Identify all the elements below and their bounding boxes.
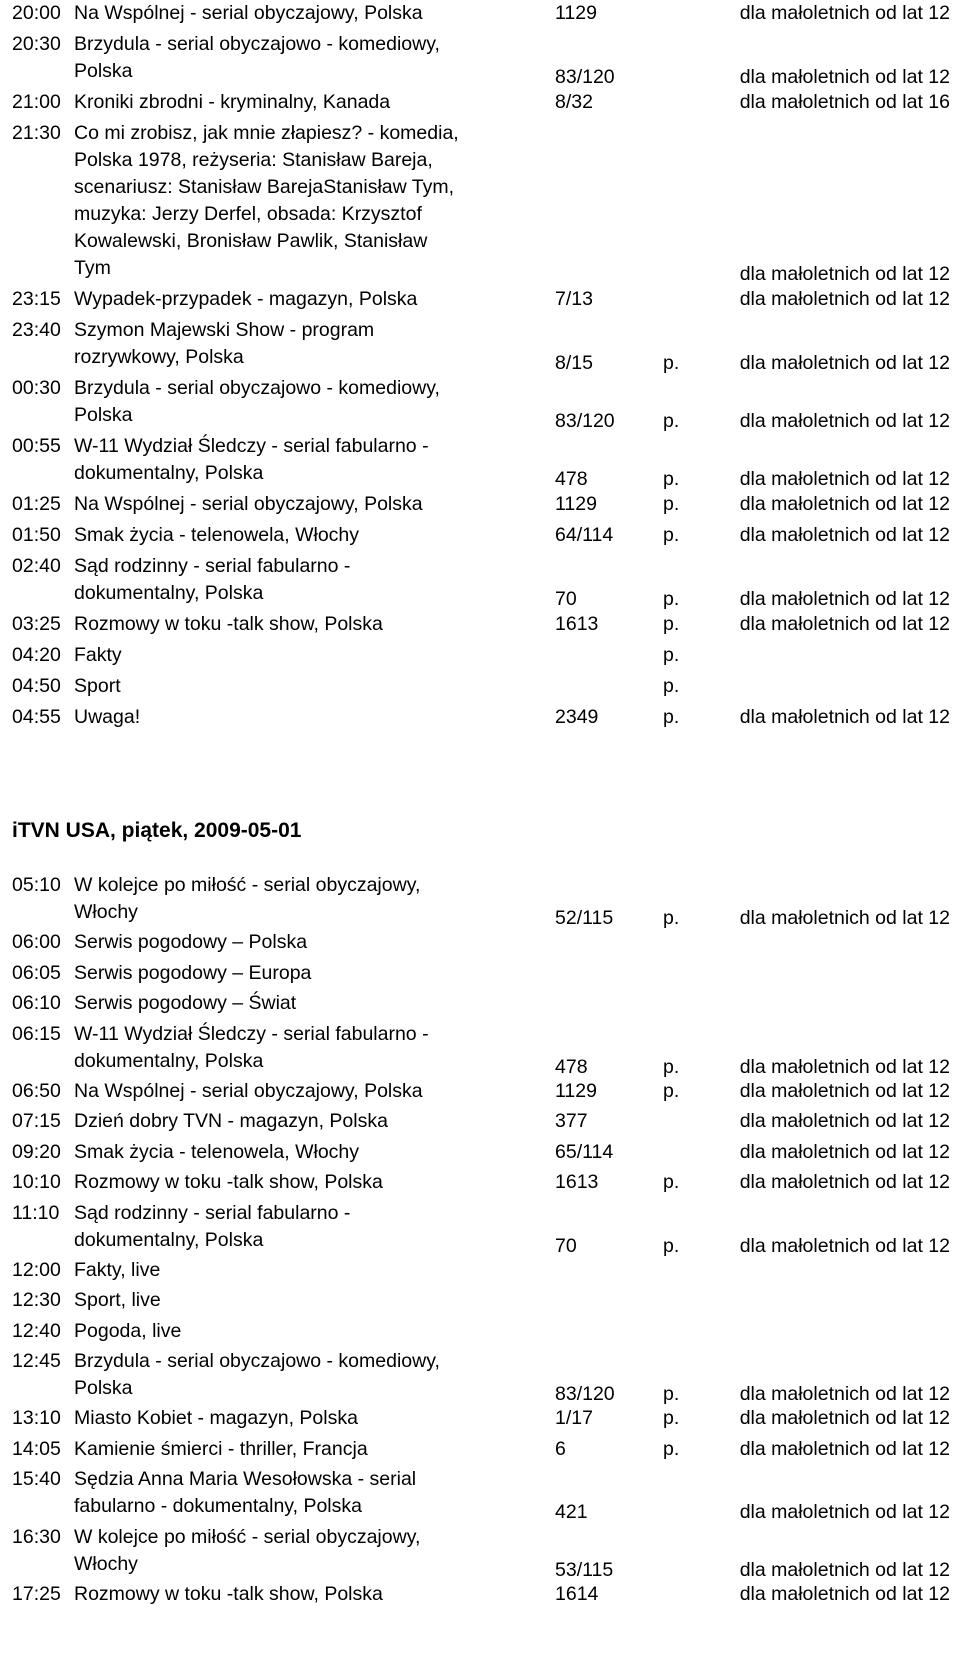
premiere-marker: p.: [663, 613, 680, 635]
schedule-list-top: [0, 0, 960, 735]
program-title-line: W kolejce po miłość - serial obyczajowy,: [74, 874, 421, 896]
program-title: [74, 1257, 534, 1284]
schedule-row: [0, 1466, 960, 1524]
program-title: [74, 1348, 534, 1402]
program-title-line: Szymon Majewski Show - program: [74, 319, 375, 341]
program-title: [74, 704, 534, 731]
age-rating: dla małoletnich od lat 12: [739, 1407, 950, 1430]
episode-number: 2349: [555, 706, 599, 728]
program-title: [74, 990, 534, 1017]
schedule-row: [0, 929, 960, 956]
program-title: [74, 553, 534, 607]
episode-number: 478: [555, 1055, 588, 1078]
premiere-marker: p.: [663, 706, 680, 728]
program-time: 12:40: [12, 1319, 61, 1342]
schedule-row: [0, 960, 960, 987]
premiere-marker: p.: [663, 588, 680, 610]
episode-number: 377: [555, 1110, 588, 1133]
program-title: [74, 491, 534, 518]
program-title-line: Rozmowy w toku -talk show, Polska: [74, 1583, 383, 1606]
program-time: 04:50: [12, 675, 61, 697]
schedule-row: [0, 1257, 960, 1284]
program-title-line: Na Wspólnej - serial obyczajowy, Polska: [74, 1079, 423, 1102]
schedule-row: [0, 1078, 960, 1105]
age-rating: dla małoletnich od lat 16: [739, 91, 950, 113]
program-title-line: Dzień dobry TVN - magazyn, Polska: [74, 1110, 388, 1133]
channel-day-heading: iTVN USA, piątek, 2009-05-01: [12, 819, 302, 842]
program-title: [74, 1405, 534, 1432]
premiere-marker: p.: [663, 468, 680, 490]
premiere-marker: p.: [663, 1171, 680, 1194]
program-title-line: Fakty, live: [74, 1258, 161, 1281]
age-rating: dla małoletnich od lat 12: [739, 1583, 950, 1606]
age-rating: dla małoletnich od lat 12: [739, 1558, 950, 1581]
program-title-line: Smak życia - telenowela, Włochy: [74, 1140, 360, 1163]
age-rating: dla małoletnich od lat 12: [739, 468, 950, 490]
schedule-row: [0, 317, 960, 374]
premiere-marker: p.: [663, 644, 680, 666]
program-title: [74, 872, 534, 926]
program-time: 04:55: [12, 706, 61, 728]
schedule-row: [0, 0, 960, 27]
program-title: [74, 1078, 534, 1105]
premiere-marker: p.: [663, 1055, 680, 1078]
episode-number: 52/115: [555, 907, 614, 929]
program-time: 06:00: [12, 931, 61, 954]
premiere-marker: p.: [663, 493, 680, 515]
program-title-line: Tym: [74, 257, 111, 279]
program-title-line: Sąd rodzinny - serial fabularno -: [74, 1201, 351, 1224]
program-title: [74, 673, 534, 700]
schedule-row: [0, 1139, 960, 1166]
program-title-line: dokumentalny, Polska: [74, 1049, 264, 1072]
program-title-line: dokumentalny, Polska: [74, 462, 264, 484]
schedule-list-bottom: [0, 872, 960, 1611]
program-title-line: Smak życia - telenowela, Włochy: [74, 524, 360, 546]
age-rating: dla małoletnich od lat 12: [739, 706, 950, 728]
schedule-row: [0, 642, 960, 669]
program-time: 16:30: [12, 1525, 61, 1548]
schedule-row: [0, 522, 960, 549]
program-title: [74, 317, 534, 371]
program-title-line: dokumentalny, Polska: [74, 582, 264, 604]
program-title-line: Sport, live: [74, 1289, 161, 1312]
program-title-line: Co mi zrobisz, jak mnie złapiesz? - komedia,: [74, 122, 459, 144]
premiere-marker: p.: [663, 524, 680, 546]
program-title-line: muzyka: Jerzy Derfel, obsada: Krzysztof: [74, 203, 422, 225]
program-title: [74, 642, 534, 669]
schedule-row: [0, 990, 960, 1017]
premiere-marker: p.: [663, 1079, 680, 1102]
age-rating: dla małoletnich od lat 12: [739, 288, 950, 310]
schedule-row: [0, 1524, 960, 1581]
episode-number: 70: [555, 588, 577, 610]
age-rating: dla małoletnich od lat 12: [739, 352, 950, 374]
program-title-line: Serwis pogodowy – Polska: [74, 931, 308, 954]
program-title-line: Serwis pogodowy – Europa: [74, 961, 312, 984]
program-time: 00:30: [12, 377, 61, 399]
program-title: [74, 611, 534, 638]
program-time: 13:10: [12, 1407, 61, 1430]
episode-number: 1129: [555, 2, 597, 24]
program-title-line: W-11 Wydział Śledczy - serial fabularno -: [74, 1022, 429, 1045]
program-title-line: Kroniki zbrodni - kryminalny, Kanada: [74, 91, 391, 113]
program-title: [74, 31, 534, 85]
program-time: 23:15: [12, 288, 61, 310]
program-time: 21:30: [12, 122, 61, 144]
program-title-line: Rozmowy w toku -talk show, Polska: [74, 613, 383, 635]
program-time: 06:10: [12, 992, 61, 1015]
program-time: 06:50: [12, 1079, 61, 1102]
program-time: 10:10: [12, 1171, 61, 1194]
episode-number: 53/115: [555, 1558, 614, 1581]
premiere-marker: p.: [663, 1407, 680, 1430]
program-title: [74, 1581, 534, 1608]
program-time: 23:40: [12, 319, 61, 341]
age-rating: dla małoletnich od lat 12: [739, 263, 950, 285]
schedule-row: [0, 120, 960, 285]
premiere-marker: p.: [663, 675, 680, 697]
program-title-line: Rozmowy w toku -talk show, Polska: [74, 1171, 383, 1194]
program-title-line: Brzydula - serial obyczajowo - komediowy,: [74, 1350, 440, 1373]
episode-number: 1613: [555, 1171, 599, 1194]
program-time: 06:15: [12, 1022, 61, 1045]
program-title-line: Brzydula - serial obyczajowo - komediowy,: [74, 33, 440, 55]
program-title: [74, 433, 534, 487]
program-title: [74, 1021, 534, 1075]
age-rating: dla małoletnich od lat 12: [739, 1110, 950, 1133]
program-title: [74, 1466, 534, 1520]
program-time: 01:50: [12, 524, 61, 546]
premiere-marker: p.: [663, 1234, 680, 1257]
program-time: 12:00: [12, 1258, 61, 1281]
schedule-row: [0, 31, 960, 88]
program-title-line: W-11 Wydział Śledczy - serial fabularno -: [74, 435, 429, 457]
program-time: 14:05: [12, 1437, 61, 1460]
age-rating: dla małoletnich od lat 12: [739, 1140, 950, 1163]
program-title-line: rozrywkowy, Polska: [74, 346, 244, 368]
program-time: 11:10: [12, 1201, 60, 1224]
program-title-line: W kolejce po miłość - serial obyczajowy,: [74, 1525, 421, 1548]
program-title-line: Sędzia Anna Maria Wesołowska - serial: [74, 1468, 417, 1491]
program-title-line: fabularno - dokumentalny, Polska: [74, 1495, 362, 1518]
program-title-line: Polska: [74, 60, 133, 82]
episode-number: 6: [555, 1437, 566, 1460]
program-title-line: scenariusz: Stanisław BarejaStanisław Tym,: [74, 176, 455, 198]
episode-number: 83/120: [555, 1383, 615, 1406]
program-time: 21:00: [12, 91, 61, 113]
program-title: [74, 286, 534, 313]
schedule-row: [0, 1348, 960, 1406]
schedule-row: [0, 673, 960, 700]
episode-number: 83/120: [555, 410, 615, 432]
episode-number: 1129: [555, 493, 597, 515]
program-title-line: Kamienie śmierci - thriller, Francja: [74, 1437, 368, 1460]
program-time: 09:20: [12, 1140, 61, 1163]
program-time: 20:30: [12, 33, 61, 55]
age-rating: dla małoletnich od lat 12: [739, 2, 950, 24]
schedule-row: [0, 89, 960, 116]
age-rating: dla małoletnich od lat 12: [739, 1234, 950, 1257]
age-rating: dla małoletnich od lat 12: [739, 1079, 950, 1102]
schedule-row: [0, 1287, 960, 1314]
program-title-line: Wypadek-przypadek - magazyn, Polska: [74, 288, 418, 310]
program-time: 04:20: [12, 644, 61, 666]
episode-number: 1614: [555, 1583, 599, 1606]
program-time: 01:25: [12, 493, 61, 515]
program-title: [74, 1318, 534, 1345]
age-rating: dla małoletnich od lat 12: [739, 613, 950, 635]
premiere-marker: p.: [663, 410, 680, 432]
episode-number: 83/120: [555, 66, 615, 88]
schedule-row: [0, 553, 960, 610]
schedule-row: [0, 704, 960, 731]
schedule-row: [0, 1021, 960, 1078]
program-time: 06:05: [12, 961, 61, 984]
episode-number: 421: [555, 1501, 588, 1524]
program-title-line: dokumentalny, Polska: [74, 1228, 264, 1251]
age-rating: dla małoletnich od lat 12: [739, 66, 950, 88]
premiere-marker: p.: [663, 352, 680, 374]
premiere-marker: p.: [663, 907, 680, 929]
program-time: 12:45: [12, 1350, 61, 1373]
program-title: [74, 929, 534, 956]
episode-number: 70: [555, 1234, 577, 1257]
program-title-line: Polska: [74, 1377, 133, 1400]
program-time: 02:40: [12, 555, 61, 577]
schedule-row: [0, 375, 960, 432]
episode-number: 64/114: [555, 524, 614, 546]
program-title-line: Brzydula - serial obyczajowo - komediowy,: [74, 377, 440, 399]
program-title-line: Serwis pogodowy – Świat: [74, 992, 297, 1015]
program-title: [74, 522, 534, 549]
program-title: [74, 1108, 534, 1135]
episode-number: 65/114: [555, 1140, 614, 1163]
age-rating: dla małoletnich od lat 12: [739, 410, 950, 432]
program-time: 12:30: [12, 1289, 61, 1312]
program-title-line: Polska: [74, 404, 133, 426]
program-title: [74, 1524, 534, 1578]
schedule-row: [0, 1169, 960, 1196]
schedule-row: [0, 286, 960, 313]
program-title: [74, 1287, 534, 1314]
schedule-row: [0, 1318, 960, 1345]
program-time: 03:25: [12, 613, 61, 635]
age-rating: dla małoletnich od lat 12: [739, 1171, 950, 1194]
program-title-line: Uwaga!: [74, 706, 141, 728]
schedule-row: [0, 1108, 960, 1135]
schedule-row: [0, 611, 960, 638]
program-title-line: Fakty: [74, 644, 122, 666]
age-rating: dla małoletnich od lat 12: [739, 1501, 950, 1524]
schedule-row: [0, 1581, 960, 1608]
episode-number: 7/13: [555, 288, 593, 310]
program-title: [74, 120, 534, 282]
age-rating: dla małoletnich od lat 12: [739, 588, 950, 610]
program-time: 07:15: [12, 1110, 61, 1133]
program-title: [74, 960, 534, 987]
program-title-line: Na Wspólnej - serial obyczajowy, Polska: [74, 2, 423, 24]
age-rating: dla małoletnich od lat 12: [739, 493, 950, 515]
program-time: 20:00: [12, 2, 61, 24]
age-rating: dla małoletnich od lat 12: [739, 524, 950, 546]
program-title-line: Sąd rodzinny - serial fabularno -: [74, 555, 351, 577]
episode-number: 1/17: [555, 1407, 593, 1430]
schedule-row: [0, 872, 960, 929]
episode-number: 8/15: [555, 352, 593, 374]
program-title: [74, 1200, 534, 1254]
program-title-line: Pogoda, live: [74, 1319, 182, 1342]
program-time: 00:55: [12, 435, 61, 457]
program-title-line: Kowalewski, Bronisław Pawlik, Stanisław: [74, 230, 428, 252]
program-time: 15:40: [12, 1468, 61, 1491]
program-title: [74, 1169, 534, 1196]
program-title: [74, 1436, 534, 1463]
program-title-line: Polska 1978, reżyseria: Stanisław Bareja,: [74, 149, 433, 171]
premiere-marker: p.: [663, 1437, 680, 1460]
program-title: [74, 0, 534, 27]
program-time: 17:25: [12, 1583, 61, 1606]
program-title-line: Włochy: [74, 1552, 138, 1575]
program-title: [74, 89, 534, 116]
schedule-row: [0, 1405, 960, 1432]
age-rating: dla małoletnich od lat 12: [739, 1383, 950, 1406]
program-title-line: Miasto Kobiet - magazyn, Polska: [74, 1407, 358, 1430]
episode-number: 8/32: [555, 91, 593, 113]
schedule-row: [0, 433, 960, 490]
age-rating: dla małoletnich od lat 12: [739, 1437, 950, 1460]
episode-number: 478: [555, 468, 588, 490]
premiere-marker: p.: [663, 1383, 680, 1406]
program-title: [74, 1139, 534, 1166]
episode-number: 1129: [555, 1079, 597, 1102]
episode-number: 1613: [555, 613, 599, 635]
program-title: [74, 375, 534, 429]
program-title-line: Włochy: [74, 901, 138, 923]
schedule-row: [0, 491, 960, 518]
schedule-row: [0, 1200, 960, 1257]
program-title-line: Sport: [74, 675, 121, 697]
age-rating: dla małoletnich od lat 12: [739, 1055, 950, 1078]
program-time: 05:10: [12, 874, 61, 896]
age-rating: dla małoletnich od lat 12: [739, 907, 950, 929]
schedule-row: [0, 1436, 960, 1463]
program-title-line: Na Wspólnej - serial obyczajowy, Polska: [74, 493, 423, 515]
